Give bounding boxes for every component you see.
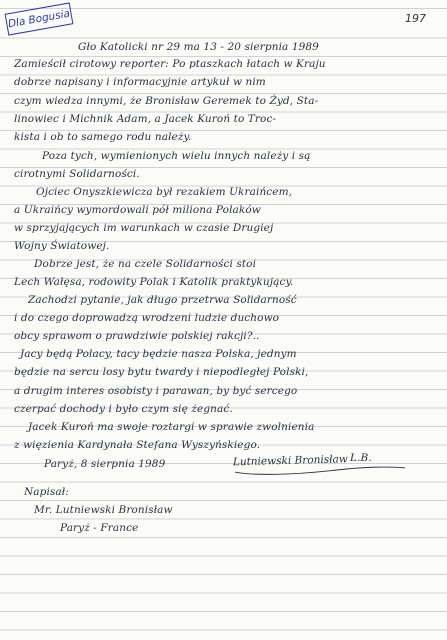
author-name: Mr. Lutniewski Bronisław: [34, 504, 173, 516]
letter-line: a drugim interes osobisty i parawan, by być sercego: [14, 385, 298, 397]
letter-title: Gło Katolicki nr 29 ma 13 - 20 sierpnia 1989: [78, 41, 319, 53]
author-place: Paryż - France: [60, 522, 139, 534]
letter-line: Zamieścił cirotowy reporter: Po ptaszkach łatach w Kraju: [14, 58, 326, 70]
letter-line: obcy sprawom o prawdziwie polskiej rakcji?..: [14, 330, 260, 342]
letter-line: cirotnymi Solidarności.: [14, 168, 140, 180]
letter-line: Wojny Światowej.: [14, 240, 110, 252]
dedication-stamp: Dla Bogusia: [5, 2, 74, 35]
letter-line: Dobrze jest, że na czele Solidarności stoi: [34, 258, 257, 270]
letter-line: w sprzyjających im warunkach w czasie Drugiej: [14, 222, 274, 234]
place-date: Paryż, 8 sierpnia 1989: [44, 458, 166, 470]
signature: Lutniewski Bronisław: [233, 452, 408, 479]
letter-line: czym wiedza innymi, że Bronisław Geremek to Żyd, Sta-: [14, 95, 319, 107]
letter-line: kista i ob to samego rodu należy.: [14, 131, 192, 143]
letter-line: z więzienia Kardynała Stefana Wyszyńskiego.: [14, 439, 261, 451]
initials: L.B.: [350, 452, 372, 464]
letter-line: Zachodzi pytanie, jak długo przetrwa Solidarność: [28, 294, 297, 306]
letter-line: Jacy będą Polacy, tacy będzie nasza Polska, jednym: [20, 348, 297, 360]
page-number: 197: [405, 12, 426, 25]
letter-line: Lech Wałęsa, rodowity Polak i Katolik praktykujący.: [14, 276, 294, 288]
letter-line: Jacek Kuroń ma swoje roztargi w sprawie zwolnienia: [28, 421, 315, 433]
letter-line: będzie na sercu losy bytu twardy i niepodległej Polski,: [14, 366, 309, 378]
letter-line: Ojciec Onyszkiewicza był rezakiem Ukraińcem,: [36, 186, 293, 198]
letter-line: dobrze napisany i informacyjnie artykuł w nim: [14, 76, 266, 88]
letter-line: linowiec i Michnik Adam, a Jacek Kuroń to Troc-: [14, 113, 277, 125]
letter-line: i do czego doprowadzą wrodzeni ludzie duchowo: [14, 312, 280, 324]
letter-line: a Ukraińcy wymordowali pół miliona Polaków: [14, 204, 261, 216]
author-label: Napisał:: [24, 486, 69, 498]
letter-line: Poza tych, wymienionych wielu innych należy i są: [42, 150, 311, 162]
letter-line: czerpać dochody i było czym się żegnać.: [14, 403, 233, 415]
